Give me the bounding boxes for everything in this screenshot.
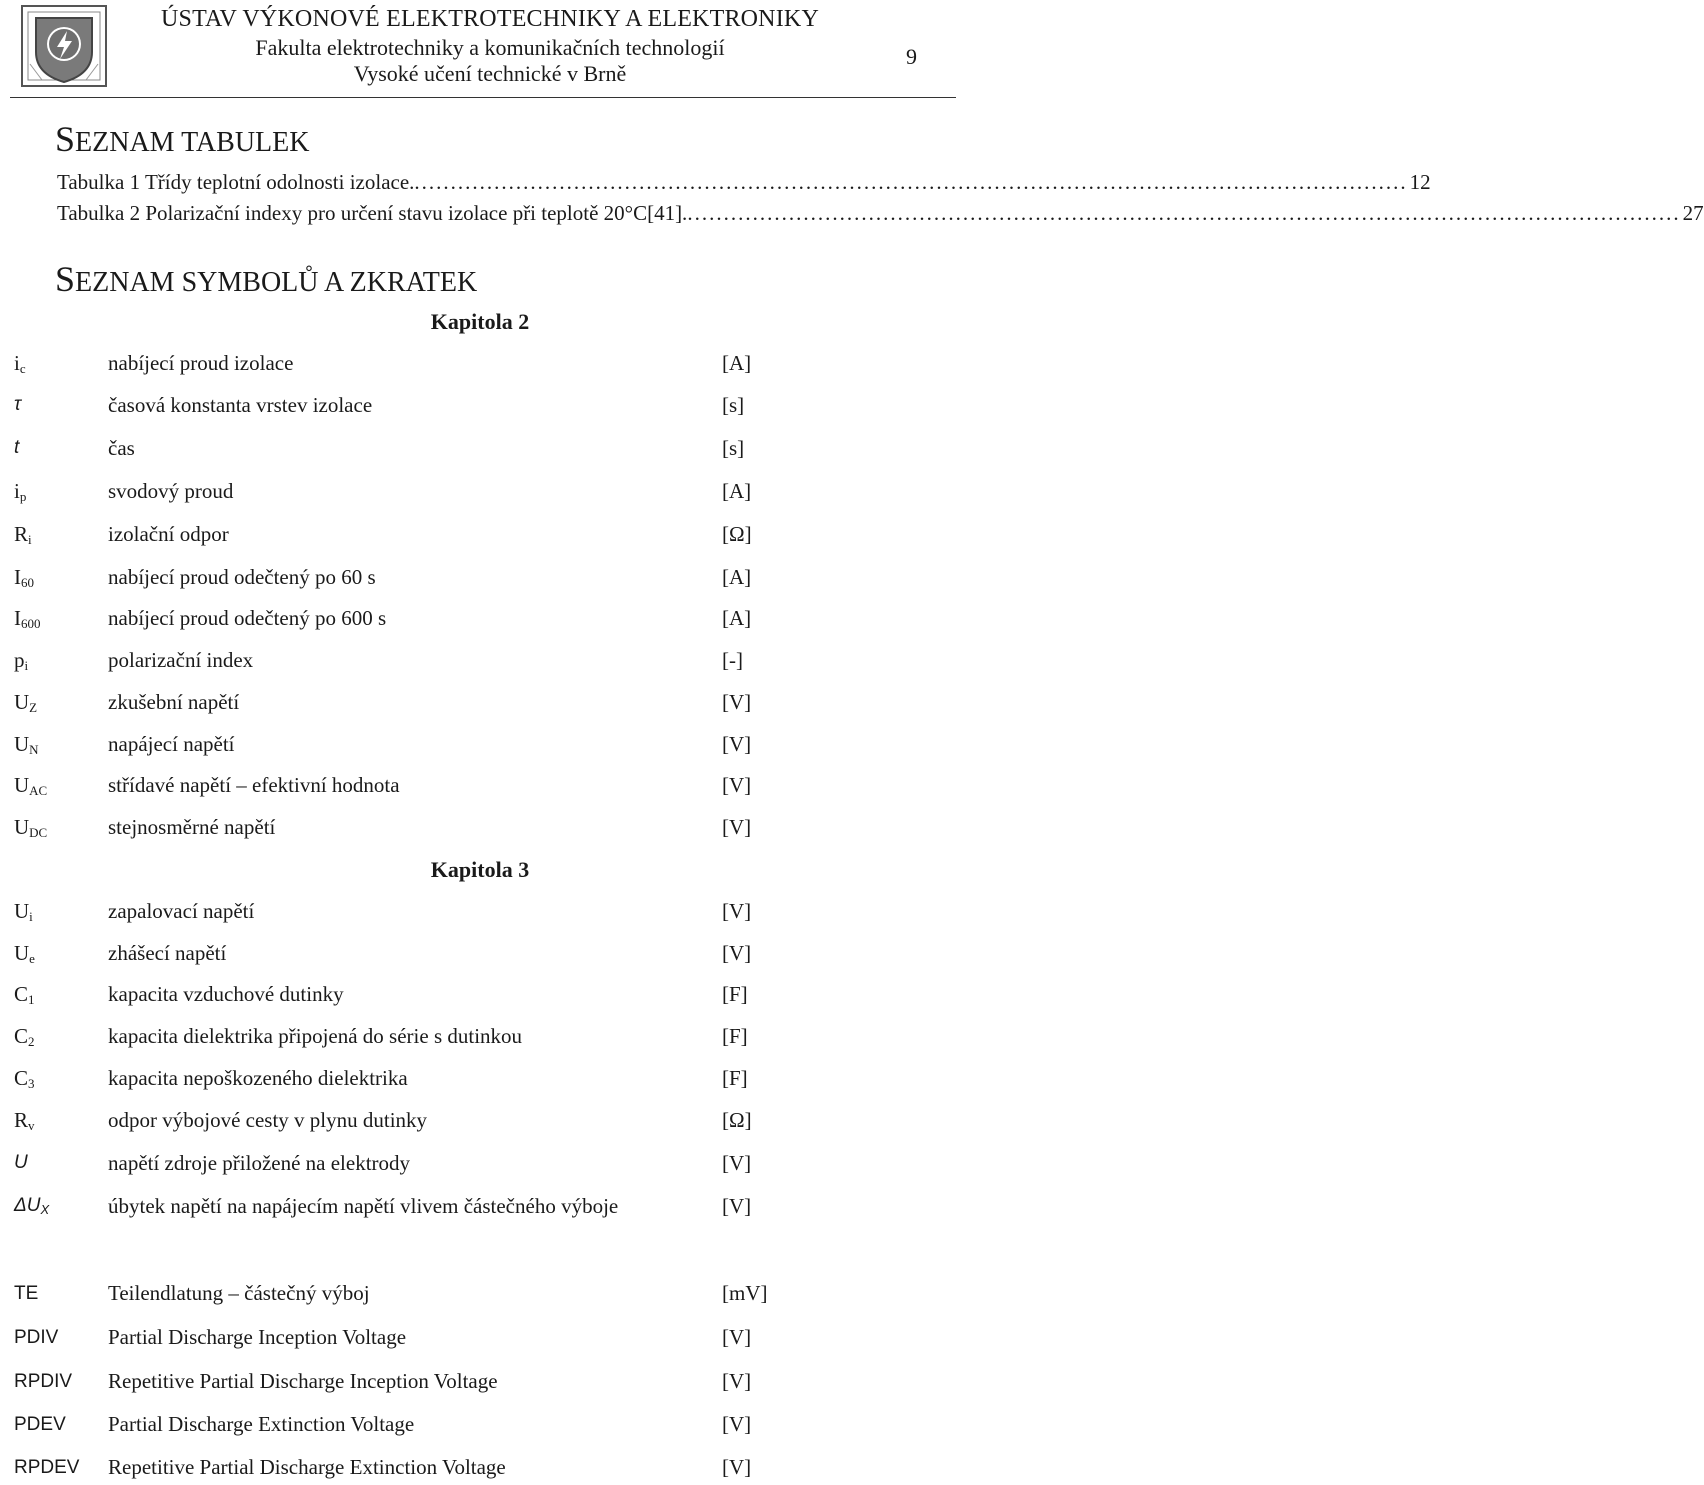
symbol: $U_e$ xyxy=(14,941,35,966)
toc-entry-page: 12 xyxy=(1409,170,1431,194)
symbol-unit: [F] xyxy=(722,1024,748,1048)
symbol-row xyxy=(0,436,960,466)
symbol-description: stejnosměrné napětí xyxy=(108,815,276,839)
symbol-row xyxy=(0,982,960,1012)
abbreviation-row xyxy=(0,1455,960,1485)
abbreviation-unit: [V] xyxy=(722,1412,752,1436)
toc-entry[interactable] xyxy=(57,201,1704,226)
symbol-row xyxy=(0,479,960,509)
symbol-row xyxy=(0,732,960,762)
tables-heading: SEZNAM TABULEK xyxy=(55,119,310,159)
symbol-unit: [s] xyxy=(722,436,745,460)
symbol: $U_{DC}$ xyxy=(14,815,48,840)
abbreviation: RPDIV xyxy=(14,1371,73,1392)
symbol: $U_{AC}$ xyxy=(14,773,48,798)
symbol-unit: [Ω] xyxy=(722,522,752,546)
symbol-unit: [V] xyxy=(722,732,752,756)
symbol-description: časová konstanta vrstev izolace xyxy=(108,393,373,417)
symbol: t xyxy=(14,437,20,458)
toc-entry-page: 27 xyxy=(1682,201,1704,225)
symbol: $R_i$ xyxy=(14,522,32,547)
symbol-description: nabíjecí proud odečtený po 600 s xyxy=(108,606,387,630)
symbol: $i_p$ xyxy=(14,479,27,504)
abbreviation-row xyxy=(0,1369,960,1399)
symbol-description: nabíjecí proud odečtený po 60 s xyxy=(108,565,376,589)
symbol: $U_N$ xyxy=(14,732,39,757)
symbol: U xyxy=(14,1152,28,1173)
toc-entry-title: Tabulka 1 Třídy teplotní odolnosti izolace. xyxy=(57,170,415,194)
toc-leader: ......................................................................................................................................... xyxy=(414,170,1408,194)
abbreviation: PDEV xyxy=(14,1414,66,1435)
symbol-description: střídavé napětí – efektivní hodnota xyxy=(108,773,400,797)
symbol: $I_{600}$ xyxy=(14,606,41,631)
chapter-3-heading: Kapitola 3 xyxy=(430,857,530,882)
symbol-unit: [A] xyxy=(722,565,752,589)
symbol-unit: [A] xyxy=(722,479,752,503)
symbol-unit: [A] xyxy=(722,606,752,630)
toc-leader: ......................................................................................................................................... xyxy=(687,201,1681,225)
symbol: $i_c$ xyxy=(14,351,26,376)
symbol-row xyxy=(0,899,960,929)
symbol-row xyxy=(0,351,960,381)
symbol-unit: [V] xyxy=(722,1151,752,1175)
abbreviation-description: Partial Discharge Inception Voltage xyxy=(108,1325,407,1349)
symbol-row xyxy=(0,773,960,803)
header-faculty: Fakulta elektrotechniky a komunikačních technologií xyxy=(255,35,725,60)
abbreviation-description: Teilendlatung – částečný výboj xyxy=(108,1281,370,1305)
symbol-unit: [Ω] xyxy=(722,1108,752,1132)
symbol: $p_i$ xyxy=(14,648,29,673)
symbol-description: odpor výbojové cesty v plynu dutinky xyxy=(108,1108,428,1132)
symbol-description: zapalovací napětí xyxy=(108,899,255,923)
symbol-description: napětí zdroje přiložené na elektrody xyxy=(108,1151,411,1175)
symbol-description: kapacita dielektrika připojená do série s dutinkou xyxy=(108,1024,523,1048)
symbol-row xyxy=(0,522,960,552)
symbol-description: nabíjecí proud izolace xyxy=(108,351,294,375)
abbreviation-unit: [V] xyxy=(722,1325,752,1349)
abbreviation-description: Repetitive Partial Discharge Inception Voltage xyxy=(108,1369,498,1393)
page-number: 9 xyxy=(906,44,917,69)
chapter-2-heading: Kapitola 2 xyxy=(430,309,530,334)
abbreviation-row xyxy=(0,1412,960,1442)
symbol-row xyxy=(0,1194,960,1224)
symbol-description: zkušební napětí xyxy=(108,690,240,714)
symbol: $U_Z$ xyxy=(14,690,38,715)
symbol-description: kapacita vzduchové dutinky xyxy=(108,982,344,1006)
symbol-description: polarizační index xyxy=(108,648,254,672)
symbol-description: zhášecí napětí xyxy=(108,941,227,965)
toc-entry-title: Tabulka 2 Polarizační indexy pro určení stavu izolace při teplotě 20°C[41]. xyxy=(57,201,688,225)
symbol-description: svodový proud xyxy=(108,479,234,503)
abbreviation-unit: [V] xyxy=(722,1369,752,1393)
symbol-unit: [s] xyxy=(722,393,745,417)
symbol: $I_{60}$ xyxy=(14,565,34,590)
symbol-row xyxy=(0,690,960,720)
symbol-row xyxy=(0,815,960,845)
abbreviation-description: Partial Discharge Extinction Voltage xyxy=(108,1412,415,1436)
symbol-row xyxy=(0,606,960,636)
symbol: τ xyxy=(14,394,22,415)
symbol: $C_1$ xyxy=(14,982,35,1007)
abbreviation-row xyxy=(0,1325,960,1355)
symbol-unit: [V] xyxy=(722,773,752,797)
abbreviation-unit: [mV] xyxy=(722,1281,768,1305)
symbol-unit: [F] xyxy=(722,1066,748,1090)
symbol-row xyxy=(0,1066,960,1096)
header-university: Vysoké učení technické v Brně xyxy=(353,61,627,86)
symbol-unit: [V] xyxy=(722,1194,752,1218)
symbol-row xyxy=(0,393,960,423)
symbol-unit: [V] xyxy=(722,899,752,923)
symbol-row xyxy=(0,1108,960,1138)
symbol-row xyxy=(0,648,960,678)
symbol-row xyxy=(0,1024,960,1054)
symbol-description: napájecí napětí xyxy=(108,732,235,756)
symbol-row xyxy=(0,941,960,971)
symbol: $C_2$ xyxy=(14,1024,35,1049)
symbols-heading: SEZNAM SYMBOLŮ A ZKRATEK xyxy=(55,259,478,299)
symbol: $R_v$ xyxy=(14,1108,35,1133)
symbol-unit: [V] xyxy=(722,941,752,965)
header-divider xyxy=(10,97,956,98)
university-logo xyxy=(20,4,108,88)
symbol-unit: [V] xyxy=(722,690,752,714)
symbol-row xyxy=(0,1151,960,1181)
symbol-unit: [V] xyxy=(722,815,752,839)
abbreviation-row xyxy=(0,1281,960,1311)
symbol: $\Delta U_X$ xyxy=(14,1195,50,1217)
symbol-unit: [A] xyxy=(722,351,752,375)
symbol-description: kapacita nepoškozeného dielektrika xyxy=(108,1066,408,1090)
abbreviation-description: Repetitive Partial Discharge Extinction Voltage xyxy=(108,1455,506,1479)
symbol: $U_i$ xyxy=(14,899,33,924)
symbol-unit: [-] xyxy=(722,648,743,672)
abbreviation-unit: [V] xyxy=(722,1455,752,1479)
abbreviation: RPDEV xyxy=(14,1457,80,1478)
symbol-description: čas xyxy=(108,436,135,460)
symbol: $C_3$ xyxy=(14,1066,35,1091)
symbol-unit: [F] xyxy=(722,982,748,1006)
symbol-description: izolační odpor xyxy=(108,522,229,546)
symbol-description: úbytek napětí na napájecím napětí vlivem částečného výboje xyxy=(108,1194,619,1218)
toc-entry[interactable] xyxy=(57,170,1431,195)
abbreviation: PDIV xyxy=(14,1327,59,1348)
header-institute: ÚSTAV VÝKONOVÉ ELEKTROTECHNIKY A ELEKTRONIKY xyxy=(161,6,819,32)
symbol-row xyxy=(0,565,960,595)
abbreviation: TE xyxy=(14,1283,39,1304)
